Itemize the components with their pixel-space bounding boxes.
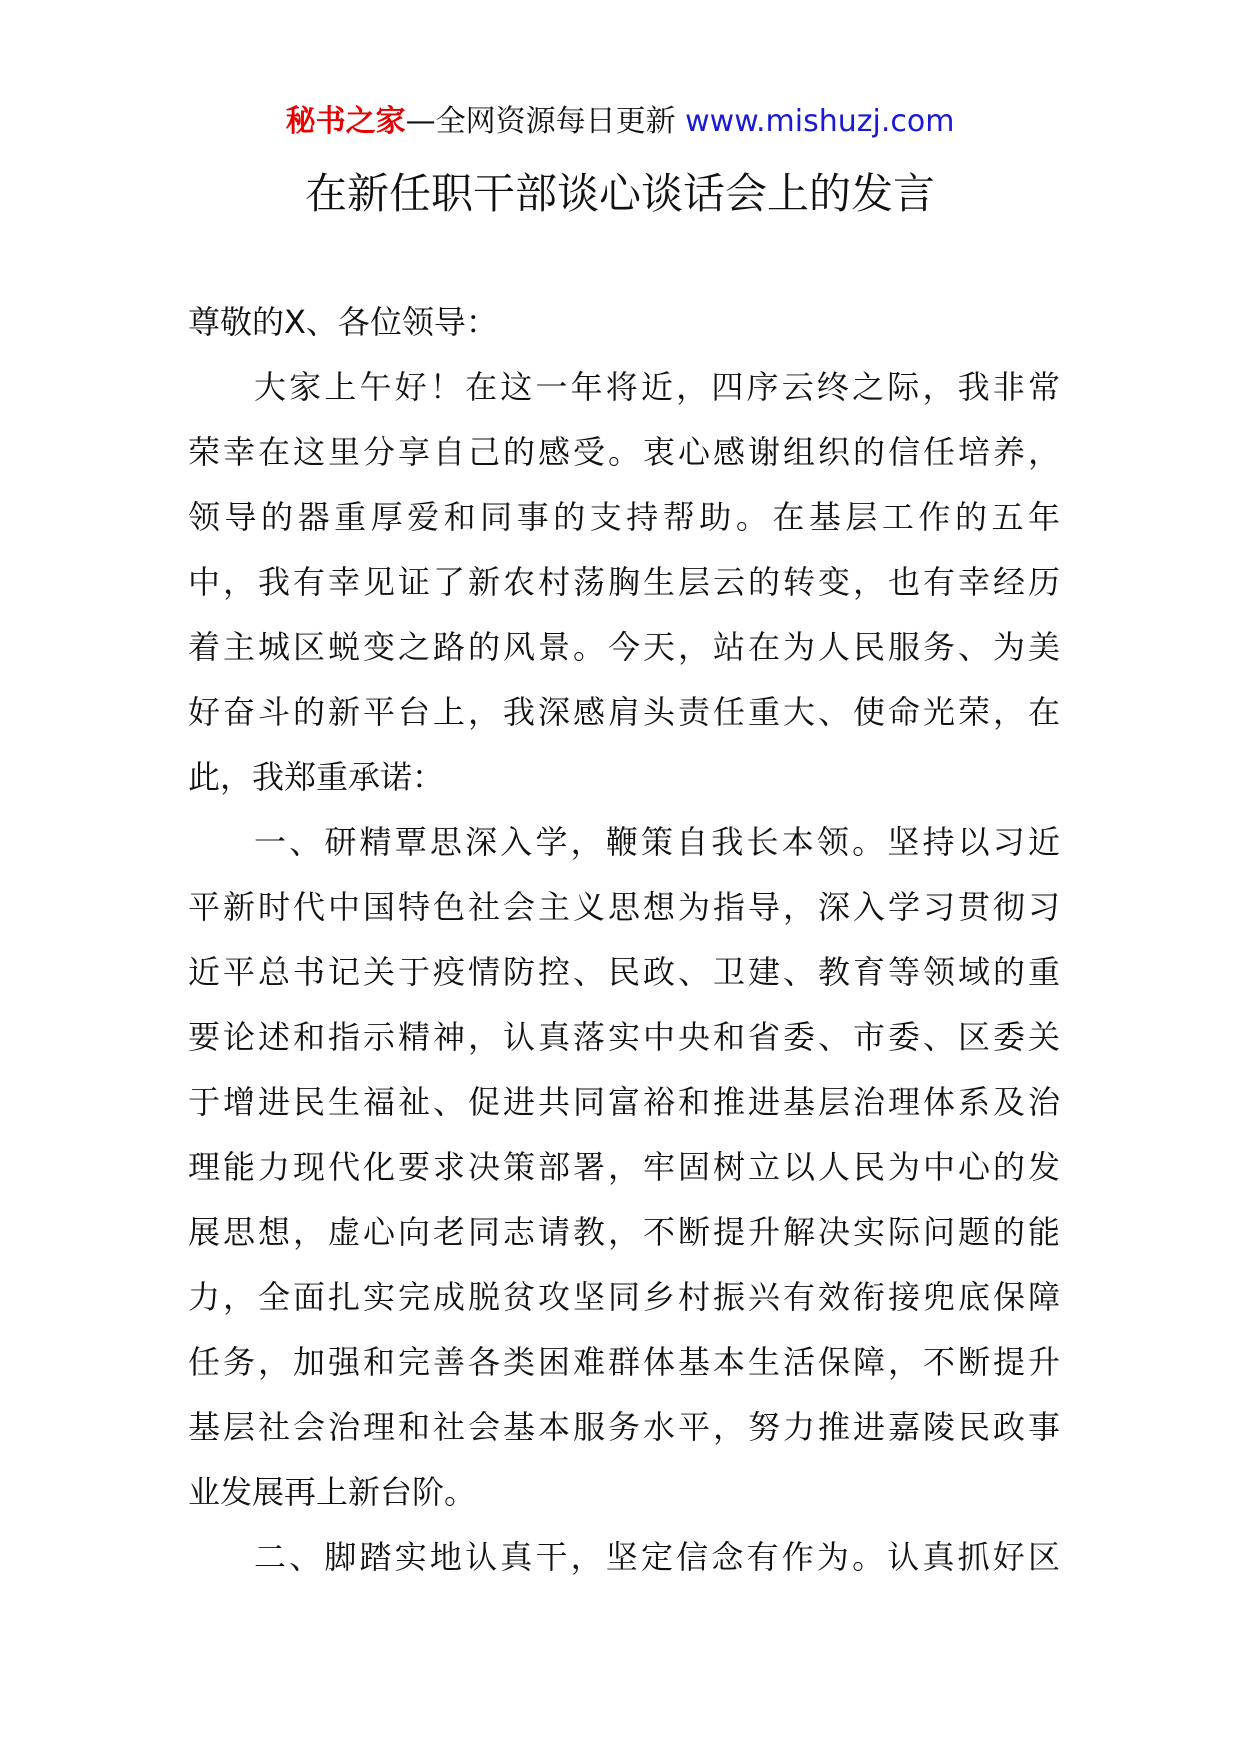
paragraph-line: 展思想，虚心向老同志请教，不断提升解决实际问题的能 xyxy=(188,1213,1060,1251)
salutation-line: 尊敬的X、各位领导： xyxy=(188,303,498,341)
site-url: www.mishuzj.com xyxy=(685,104,955,139)
section-heading-line: 二、脚踏实地认真干，坚定信念有作为。认真抓好区 xyxy=(254,1538,1060,1576)
site-tagline: —全网资源每日更新 xyxy=(405,104,686,139)
paragraph-line: 好奋斗的新平台上，我深感肩头责任重大、使命光荣，在 xyxy=(188,693,1060,731)
document-body xyxy=(188,290,1060,1590)
paragraph-line: 平新时代中国特色社会主义思想为指导，深入学习贯彻习 xyxy=(188,888,1060,926)
paragraph-line: 大家上午好！在这一年将近，四序云终之际，我非常 xyxy=(254,368,1060,406)
paragraph-line: 任务，加强和完善各类困难群体基本生活保障，不断提升 xyxy=(188,1343,1060,1381)
paragraph-line: 基层社会治理和社会基本服务水平，努力推进嘉陵民政事 xyxy=(188,1408,1060,1446)
paragraph-line: 中，我有幸见证了新农村荡胸生层云的转变，也有幸经历 xyxy=(188,563,1060,601)
paragraph-line: 荣幸在这里分享自己的感受。衷心感谢组织的信任培养， xyxy=(188,433,1060,471)
paragraph-line: 此，我郑重承诺： xyxy=(188,758,445,796)
paragraph-line: 理能力现代化要求决策部署，牢固树立以人民为中心的发 xyxy=(188,1148,1060,1186)
document-title: 在新任职干部谈心谈话会上的发言 xyxy=(304,169,935,218)
paragraph-line: 要论述和指示精神，认真落实中央和省委、市委、区委关 xyxy=(188,1018,1060,1056)
paragraph-line: 近平总书记关于疫情防控、民政、卫建、教育等领域的重 xyxy=(188,953,1060,991)
paragraph-line: 着主城区蜕变之路的风景。今天，站在为人民服务、为美 xyxy=(188,628,1060,666)
paragraph-line: 领导的器重厚爱和同事的支持帮助。在基层工作的五年 xyxy=(188,498,1060,536)
site-header xyxy=(0,100,1240,144)
site-brand: 秘书之家 xyxy=(285,104,406,139)
paragraph-line: 于增进民生福祉、促进共同富裕和推进基层治理体系及治 xyxy=(188,1083,1060,1121)
paragraph-line: 业发展再上新台阶。 xyxy=(188,1473,477,1511)
section-heading-line: 一、研精覃思深入学，鞭策自我长本领。坚持以习近 xyxy=(254,823,1060,861)
paragraph-line: 力，全面扎实完成脱贫攻坚同乡村振兴有效衔接兜底保障 xyxy=(188,1278,1060,1316)
